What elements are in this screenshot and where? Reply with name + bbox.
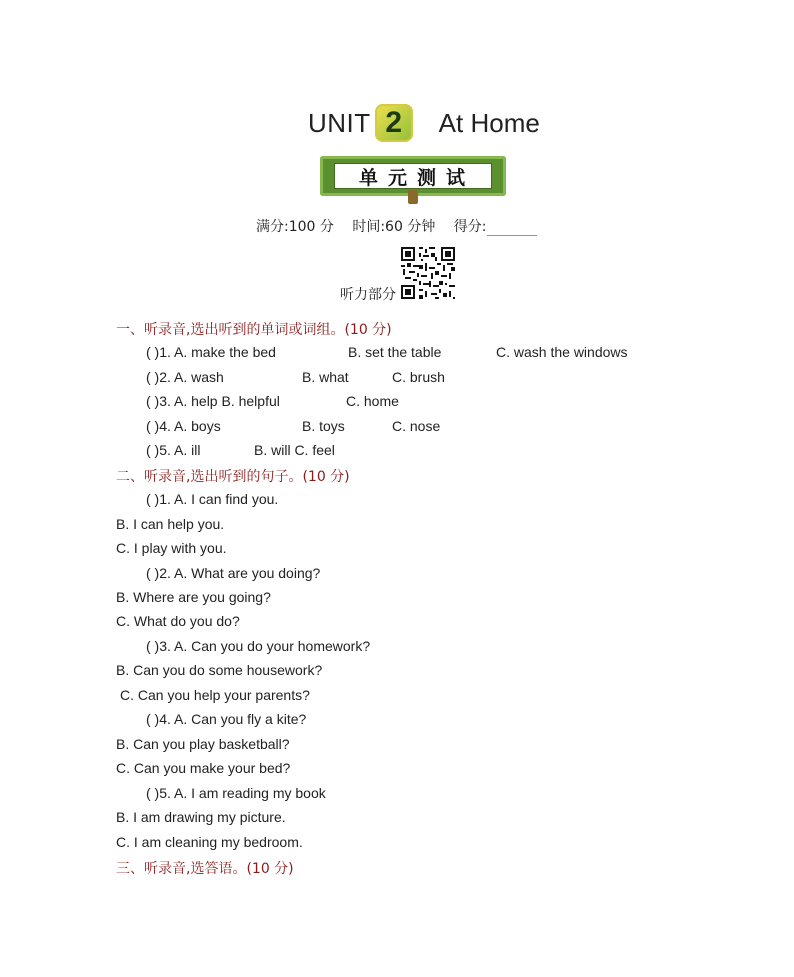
unit-title	[308, 104, 540, 142]
section3-heading: 三、听录音,选答语。(10 分)	[116, 861, 294, 877]
s1-q1-a: ( )1. A. make the bed	[146, 344, 276, 360]
s1-q2-c: C. brush	[392, 369, 445, 385]
s2-q2-a: ( )2. A. What are you doing?	[146, 565, 321, 581]
s1-q5-a: ( )5. A. ill	[146, 442, 201, 458]
s1-q3-a: ( )3. A. help B. helpful	[146, 393, 280, 409]
unit-word: UNIT	[308, 107, 371, 138]
test-banner	[320, 156, 506, 200]
s1-q1-b: B. set the table	[348, 344, 442, 360]
s2-q3-b: B. Can you do some housework?	[116, 662, 323, 678]
s1-q5-b: B. will C. feel	[254, 442, 335, 458]
unit-number-badge: 2	[375, 104, 413, 142]
s2-q1-a: ( )1. A. I can find you.	[146, 491, 279, 507]
s1-q4-a: ( )4. A. boys	[146, 418, 221, 434]
unit-title-text: At Home	[438, 107, 540, 138]
s1-q3-c: C. home	[346, 393, 399, 409]
s2-q3-c: C. Can you help your parents?	[120, 687, 310, 703]
s2-q3-a: ( )3. A. Can you do your homework?	[146, 638, 371, 654]
exam-time: 时间:60 分钟	[352, 219, 436, 235]
banner-text: 单元测试	[334, 163, 492, 189]
s1-q4-c: C. nose	[392, 418, 441, 434]
full-score: 满分:100 分	[256, 219, 334, 235]
s2-q1-b: B. I can help you.	[116, 516, 225, 532]
score-line	[256, 216, 551, 236]
s2-q4-a: ( )4. A. Can you fly a kite?	[146, 711, 307, 727]
listening-label: 听力部分	[340, 287, 396, 303]
s1-q4-b: B. toys	[302, 418, 345, 434]
section2-heading: 二、听录音,选出听到的句子。(10 分)	[116, 469, 350, 485]
score-label: 得分:	[453, 219, 487, 235]
s1-q1-c: C. wash the windows	[496, 344, 628, 360]
s2-q2-c: C. What do you do?	[116, 613, 240, 629]
s2-q2-b: B. Where are you going?	[116, 589, 271, 605]
s2-q5-c: C. I am cleaning my bedroom.	[116, 834, 303, 850]
s2-q1-c: C. I play with you.	[116, 540, 227, 556]
s2-q5-b: B. I am drawing my picture.	[116, 809, 286, 825]
banner-tag-icon	[408, 190, 418, 204]
s1-q2-b: B. what	[302, 369, 349, 385]
score-blank-field[interactable]	[487, 221, 537, 236]
s2-q4-c: C. Can you make your bed?	[116, 760, 291, 776]
s2-q5-a: ( )5. A. I am reading my book	[146, 785, 326, 801]
qr-code-icon[interactable]	[401, 247, 455, 299]
s1-q2-a: ( )2. A. wash	[146, 369, 224, 385]
s2-q4-b: B. Can you play basketball?	[116, 736, 290, 752]
section1-heading: 一、听录音,选出听到的单词或词组。(10 分)	[116, 322, 392, 338]
